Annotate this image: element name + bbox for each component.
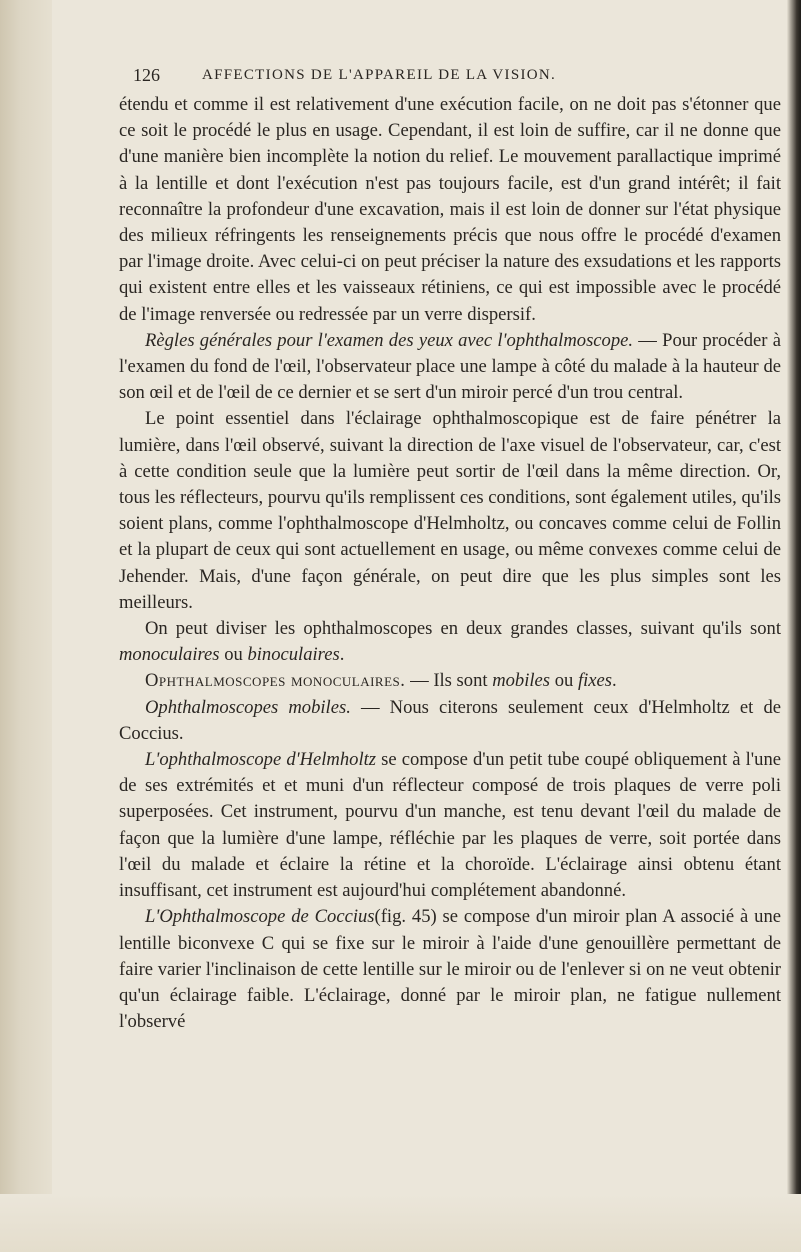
term-monoculaires: monoculaires [119,644,220,666]
body-text [119,92,781,1035]
bottom-margin [0,1194,801,1252]
paragraph-8-text: (fig. 45) se compose d'un miroir plan A associé à une lentille biconvexe C qui se fixe sur le miroir à l'aide d'une genouillère permettant de faire varier l'inclinaison de cette lentille sur le miroir ou de l'enlever si on ne veut obtenir qu'un éclairage faible. L'éclairage, donné par le miroir plan, ne fatigue nullement l'observé [119,906,782,1033]
paragraph-5-text: — Ils sont [405,670,493,692]
term-mobiles: mobiles [492,670,551,692]
page-number: 126 [133,65,160,85]
running-title: AFFECTIONS DE L'APPAREIL DE LA VISION. [202,67,557,83]
paragraph-2-text: — Pour procéder à l'examen du fond de l'œil, l'observateur place une lampe à côté du malade à la hauteur de son œil et de l'œil de ce dernier et se sert d'un miroir percé d'un trou central. [119,329,781,404]
section-heading-mobiles: Ophthalmoscopes mobiles. [145,696,351,718]
paragraph-3: Le point essentiel dans l'éclairage ophthalmoscopique est de faire pénétrer la lumière, dans l'œil observé, suivant la direction de l'axe visuel de l'observateur, car, c'est à cette condition seule que la lumière peut sortir de l'œil dans la même direction. Or, tous les réflecteurs, pourvu qu'ils remplissent ces conditions, sont également utiles, qu'ils soient plans, comme l'ophthalmoscope d'Helmholtz, ou concaves comme celui de Follin et la plupart de ceux qui sont actuellement en usage, ou même convexes comme celui de Jehender. Mais, d'une façon générale, on peut dire que les plus simples sont les meilleurs. [119,408,781,613]
paragraph-4-text: On peut diviser les ophthalmoscopes en deux grandes classes, suivant qu'ils sont [145,618,781,640]
paragraph-2 [119,328,781,407]
paragraph-4-or: ou [219,644,248,666]
left-binding-shadow [0,0,52,1252]
term-binoculaires: binoculaires [247,644,340,666]
section-heading-monoculaires: Ophthalmoscopes monoculaires. [145,670,406,692]
section-heading-general-rules: Règles générales pour l'examen des yeux avec l'ophthalmoscope. [145,329,634,351]
heading-helmholtz: L'ophthalmoscope d'Helmholtz [145,749,377,771]
heading-coccius: L'Ophthalmoscope de Coccius [145,906,375,928]
paragraph-5-or: ou [550,670,578,692]
book-page [119,58,781,1035]
term-fixes: fixes [577,670,613,692]
paragraph-1: étendu et comme il est relativement d'une exécution facile, on ne doit pas s'étonner que ce soit le procédé le plus en usage. Cependant, il est loin de suffire, car il ne donne que d'une manière bien incomplète la notion du relief. Le mouvement parallactique imprimé à la lentille et dont l'exécution n'est pas toujours facile, est d'un grand intérêt; il fait reconnaître la profondeur d'une excavation, mais il est loin de donner sur l'état physique des milieux réfringents les renseignements précis que nous offre le procédé d'examen par l'image droite. Avec celui-ci on peut préciser la nature des exsudations et les rapports qui existent entre elles et les vaisseaux rétiniens, ce qui est impossible avec le procédé de l'image renversée ou redressée par un verre dispersif. [119,94,781,325]
paragraph-7 [119,747,781,904]
paragraph-7-text: se compose d'un petit tube coupé obliquement à l'une de ses extrémités et et muni d'un réflecteur composé de trois plaques de verre poli superposées. Cet instrument, pourvu d'un manche, est tenu devant l'œil du malade de façon que la lumière d'une lampe, réfléchie par les plaques de verre, soit portée dans l'œil du malade et éclaire la rétine et la choroïde. L'éclairage ainsi obtenu étant insuffisant, cet instrument est aujourd'hui complétement abandonné. [119,749,781,902]
paragraph-4-end: . [339,644,345,666]
paragraph-6-text: — Nous citerons seulement ceux d'Helmholtz et de Coccius. [119,696,781,744]
paragraph-4 [119,616,781,668]
paragraph-5-end: . [612,670,617,692]
paragraph-6 [119,695,781,747]
running-header [119,58,781,92]
paragraph-8 [119,904,781,1035]
right-page-edge [787,0,801,1252]
paragraph-5 [119,668,781,694]
